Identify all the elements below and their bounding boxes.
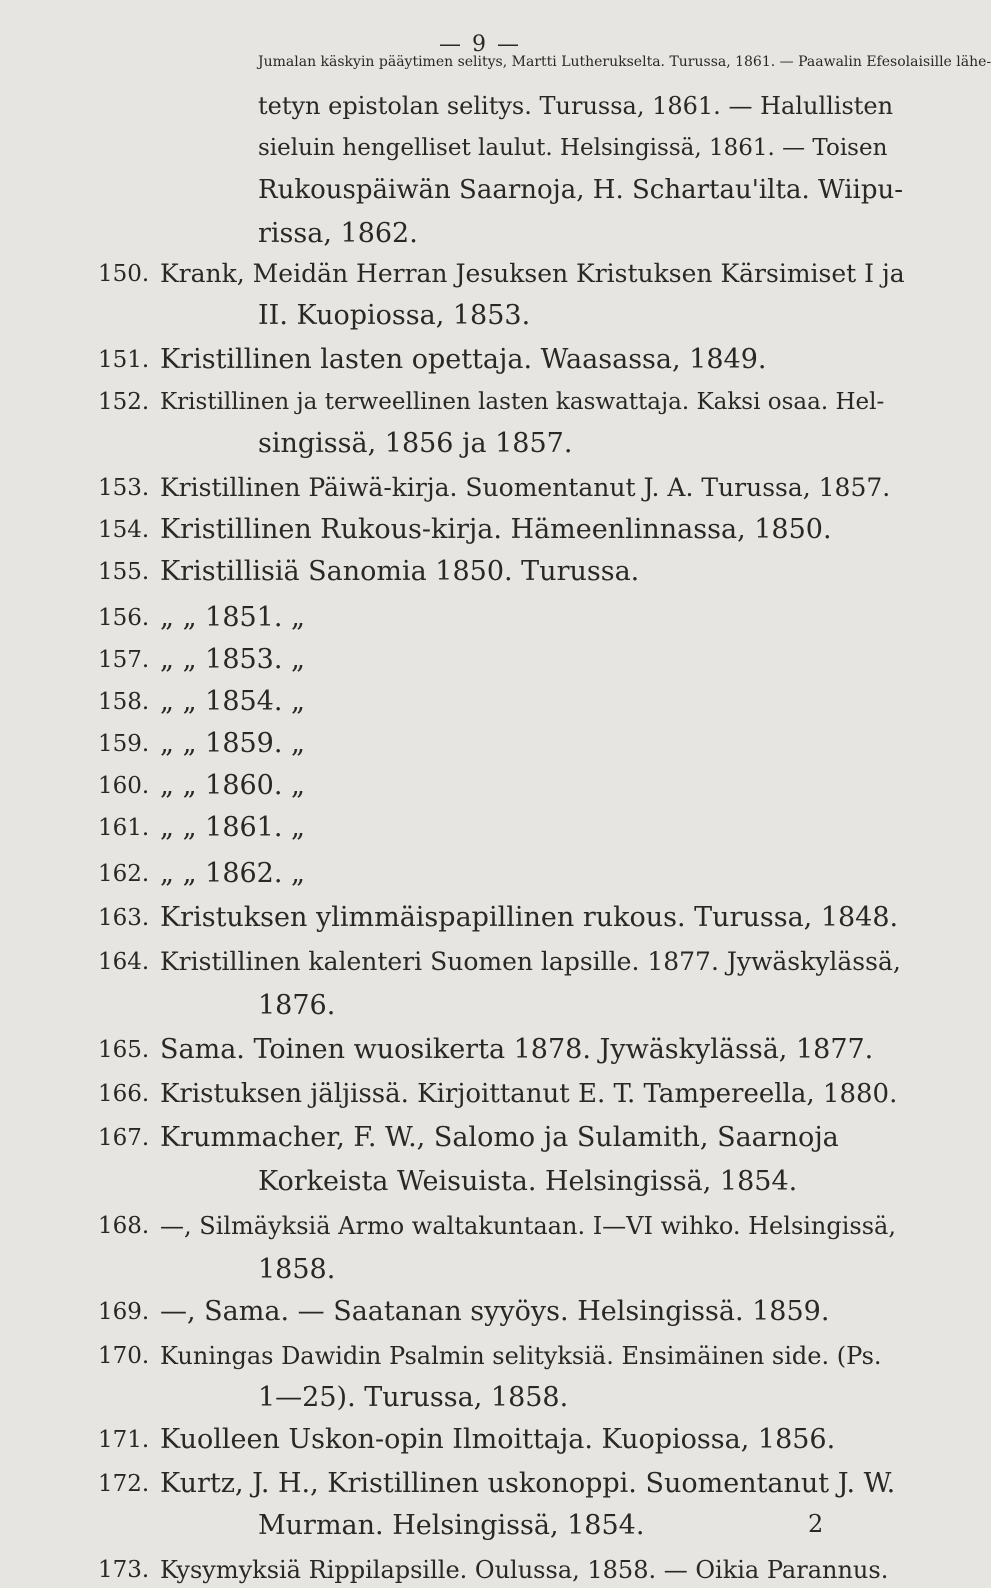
signature-mark: 2 <box>808 1510 824 1538</box>
entry-text: Kysymyksiä Rippilapsille. Oulussa, 1858. — Oikia Parannus. <box>160 1556 889 1584</box>
entry-text: „ „ 1862. „ <box>160 858 306 889</box>
entry-text: Kurtz, J. H., Kristillinen uskonoppi. Suomentanut J. W. <box>160 1468 896 1499</box>
page-number: — 9 — <box>439 32 521 57</box>
entry-text: „ „ 1854. „ <box>160 686 306 717</box>
entry-text: Kristillinen Päiwä-kirja. Suomentanut J. A. Turussa, 1857. <box>160 473 891 502</box>
entry-text: „ „ 1861. „ <box>160 812 306 843</box>
entry-number: 155. <box>98 559 150 585</box>
entry-text: „ „ 1860. „ <box>160 770 306 801</box>
entry-text: Sama. Toinen wuosikerta 1878. Jywäskylässä, 1877. <box>160 1034 874 1065</box>
entry-text: Kristuksen jäljissä. Kirjoittanut E. T. Tampereella, 1880. <box>160 1079 898 1109</box>
entry-text: —, Sama. — Saatanan syyöys. Helsingissä. 1859. <box>160 1296 830 1327</box>
entry-number: 173. <box>98 1557 150 1583</box>
entry-number: 167. <box>98 1125 150 1151</box>
entry-number: 169. <box>98 1299 150 1325</box>
entry-number: 161. <box>98 815 150 841</box>
entry-text: Murman. Helsingissä, 1854. <box>258 1510 645 1541</box>
entry-number: 159. <box>98 731 150 757</box>
entry-number: 158. <box>98 689 150 715</box>
entry-number: 172. <box>98 1471 150 1497</box>
entry-text: sieluin hengelliset laulut. Helsingissä, 1861. — Toisen <box>258 135 888 161</box>
entry-text: II. Kuopiossa, 1853. <box>258 300 531 331</box>
entry-number: 170. <box>98 1343 150 1369</box>
entry-text: 1—25). Turussa, 1858. <box>258 1382 569 1413</box>
entry-number: 171. <box>98 1427 150 1453</box>
entry-text: Kristillisiä Sanomia 1850. Turussa. <box>160 556 640 587</box>
entry-number: 165. <box>98 1037 150 1063</box>
entry-text: „ „ 1851. „ <box>160 602 306 633</box>
entry-text: Kuolleen Uskon-opin Ilmoittaja. Kuopiossa, 1856. <box>160 1424 836 1455</box>
entry-number: 166. <box>98 1081 150 1107</box>
entry-text: „ „ 1853. „ <box>160 644 306 675</box>
entry-number: 152. <box>98 389 150 415</box>
entry-number: 151. <box>98 347 150 373</box>
entry-text: rissa, 1862. <box>258 218 418 249</box>
entry-text: 1858. <box>258 1254 336 1285</box>
entry-number: 168. <box>98 1213 150 1239</box>
entry-text: singissä, 1856 ja 1857. <box>258 428 573 459</box>
entry-text: —, Silmäyksiä Armo waltakuntaan. I—VI wihko. Helsingissä, <box>160 1212 896 1240</box>
entry-text: Kristillinen lasten opettaja. Waasassa, 1849. <box>160 344 767 375</box>
entry-number: 153. <box>98 475 150 501</box>
entry-number: 163. <box>98 905 150 931</box>
entry-number: 154. <box>98 517 150 543</box>
entry-number: 164. <box>98 949 150 975</box>
entry-text: Krummacher, F. W., Salomo ja Sulamith, Saarnoja <box>160 1122 839 1153</box>
entry-text: Kristillinen kalenteri Suomen lapsille. 1877. Jywäskylässä, <box>160 947 901 976</box>
entry-text: 1876. <box>258 990 336 1021</box>
entry-text: Kuningas Dawidin Psalmin selityksiä. Ensimäinen side. (Ps. <box>160 1342 882 1370</box>
entry-text: Krank, Meidän Herran Jesuksen Kristuksen Kärsimiset I ja <box>160 259 905 288</box>
entry-number: 160. <box>98 773 150 799</box>
entry-text: Kristuksen ylimmäispapillinen rukous. Turussa, 1848. <box>160 902 899 933</box>
entry-text: Kristillinen ja terweellinen lasten kaswattaja. Kaksi osaa. Hel- <box>160 389 885 415</box>
entry-text: Jumalan käskyin pääytimen selitys, Martti Lutherukselta. Turussa, 1861. — Paawalin Efesolaisille lähe- <box>258 54 991 70</box>
entry-text: Kristillinen Rukous-kirja. Hämeenlinnassa, 1850. <box>160 514 832 545</box>
entry-number: 150. <box>98 261 150 287</box>
entry-number: 157. <box>98 647 150 673</box>
entry-text: „ „ 1859. „ <box>160 728 306 759</box>
entry-text: Rukouspäiwän Saarnoja, H. Schartau'ilta. Wiipu- <box>258 175 904 205</box>
entry-number: 162. <box>98 861 150 887</box>
entry-text: tetyn epistolan selitys. Turussa, 1861. — Halullisten <box>258 92 894 120</box>
entry-number: 156. <box>98 605 150 631</box>
entry-text: Korkeista Weisuista. Helsingissä, 1854. <box>258 1166 798 1197</box>
